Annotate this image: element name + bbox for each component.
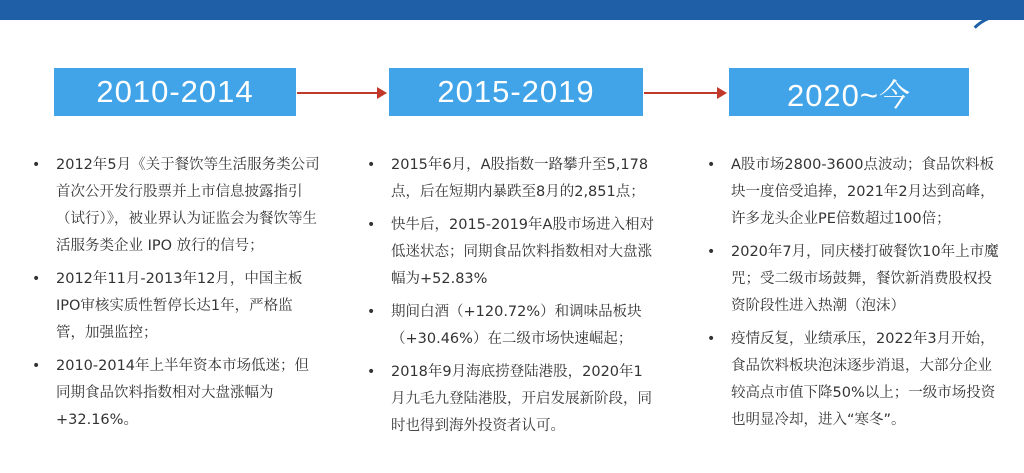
list-item: • 快牛后，2015-2019年A股市场进入相对低迷状态；同期食品饮料指数相对大盘涨幅为+52.83% (365, 212, 655, 293)
list-item: • 2020年7月，同庆楼打破餐饮10年上市魔咒；受二级市场鼓舞，餐饮新消费股权投资阶段性进入热潮（泡沫） (705, 239, 1005, 320)
period-box-2020-now (729, 68, 969, 116)
column-2015-2019 (365, 152, 655, 446)
arrow-right-icon (297, 92, 385, 94)
list-item: • 疫情反复，业绩承压，2022年3月开始，食品饮料板块泡沫逐步消退，大部分企业较高点市值下降50%以上；一级市场投资也明显冷却，进入“寒冬”。 (705, 326, 1005, 434)
header-curve (961, 14, 1024, 57)
list-item: • A股市场2800-3600点波动；食品饮料板块一度倍受追捧，2021年2月达到高峰，许多龙头企业PE倍数超过100倍； (705, 152, 1005, 233)
period-label: 2020~今 (786, 77, 912, 113)
list-item: • 2010-2014年上半年资本市场低迷；但同期食品饮料指数相对大盘涨幅为+32.16%。 (30, 353, 320, 434)
list-item: • 2018年9月海底捞登陆港股，2020年1月九毛九登陆港股，开启发展新阶段，同时也得到海外投资者认可。 (365, 359, 655, 440)
header-bar (0, 0, 1024, 20)
column-2020-now (705, 152, 1005, 440)
list-item: • 2012年5月《关于餐饮等生活服务类公司首次公开发行股票并上市信息披露指引（试行）》，被业界认为证监会为餐饮等生活服务类企业 IPO 放行的信号； (30, 152, 320, 260)
column-2010-2014 (30, 152, 320, 440)
list-item: • 2012年11月-2013年12月，中国主板IPO审核实质性暂停长达1年，严格监管，加强监控； (30, 266, 320, 347)
period-label: 2010-2014 (96, 74, 254, 109)
list-item: • 2015年6月，A股指数一路攀升至5,178点，后在短期内暴跌至8月的2,851点； (365, 152, 655, 206)
period-label: 2015-2019 (437, 74, 595, 109)
arrow-right-icon (644, 92, 725, 94)
period-box-2010-2014 (54, 68, 296, 116)
list-item: • 期间白酒（+120.72%）和调味品板块（+30.46%）在二级市场快速崛起； (365, 299, 655, 353)
period-box-2015-2019 (389, 68, 643, 116)
